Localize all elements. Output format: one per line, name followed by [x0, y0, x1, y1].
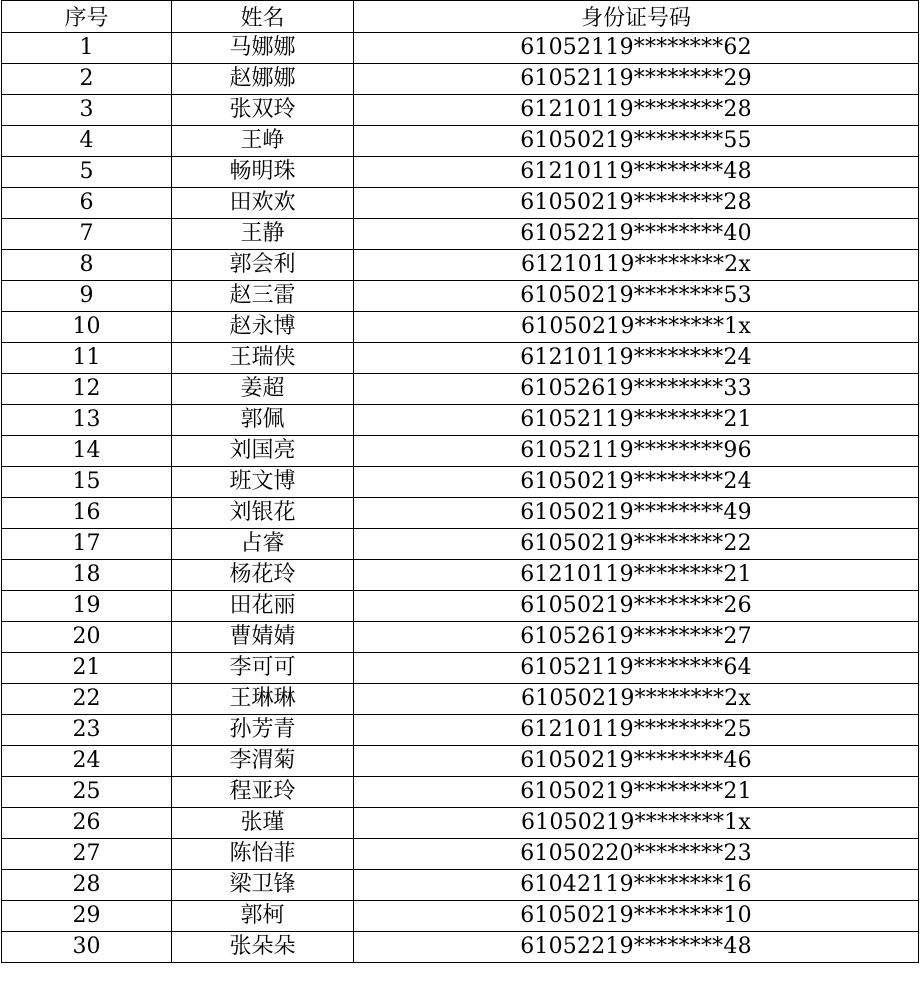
table-row — [2, 64, 919, 95]
id-number-cell: 61050220********23 — [354, 839, 919, 870]
name-cell: 畅明珠 — [172, 157, 354, 188]
header-row — [2, 1, 919, 33]
table-row — [2, 467, 919, 498]
table-row — [2, 684, 919, 715]
id-number-cell: 61042119********16 — [354, 870, 919, 901]
id-number-cell: 61210119********24 — [354, 343, 919, 374]
serial-number-cell: 4 — [2, 126, 172, 157]
id-number-cell: 61050219********2x — [354, 684, 919, 715]
id-number-cell: 61052219********40 — [354, 219, 919, 250]
id-number-cell: 61052619********33 — [354, 374, 919, 405]
table-body — [2, 33, 919, 963]
name-cell: 赵娜娜 — [172, 64, 354, 95]
table-header — [2, 1, 919, 33]
name-cell: 郭佩 — [172, 405, 354, 436]
name-cell: 李渭菊 — [172, 746, 354, 777]
name-cell: 姜超 — [172, 374, 354, 405]
name-cell: 李可可 — [172, 653, 354, 684]
serial-number-cell: 26 — [2, 808, 172, 839]
table-row — [2, 250, 919, 281]
serial-number-cell: 18 — [2, 560, 172, 591]
serial-number-cell: 10 — [2, 312, 172, 343]
serial-number-cell: 22 — [2, 684, 172, 715]
table-row — [2, 188, 919, 219]
table-row — [2, 777, 919, 808]
name-cell: 占睿 — [172, 529, 354, 560]
serial-number-cell: 20 — [2, 622, 172, 653]
id-number-cell: 61050219********10 — [354, 901, 919, 932]
table-row — [2, 715, 919, 746]
serial-number-cell: 21 — [2, 653, 172, 684]
name-cell: 郭会利 — [172, 250, 354, 281]
id-number-cell: 61050219********1x — [354, 312, 919, 343]
serial-number-cell: 27 — [2, 839, 172, 870]
id-number-cell: 61210119********48 — [354, 157, 919, 188]
table-row — [2, 436, 919, 467]
table-row — [2, 746, 919, 777]
name-cell: 赵三雷 — [172, 281, 354, 312]
name-cell: 刘国亮 — [172, 436, 354, 467]
serial-number-cell: 29 — [2, 901, 172, 932]
table-row — [2, 808, 919, 839]
id-number-cell: 61052119********64 — [354, 653, 919, 684]
name-cell: 曹婧婧 — [172, 622, 354, 653]
id-number-cell: 61050219********26 — [354, 591, 919, 622]
name-cell: 梁卫锋 — [172, 870, 354, 901]
header-id-number: 身份证号码 — [354, 1, 919, 33]
name-cell: 陈怡菲 — [172, 839, 354, 870]
table-row — [2, 529, 919, 560]
serial-number-cell: 11 — [2, 343, 172, 374]
id-number-cell: 61210119********21 — [354, 560, 919, 591]
id-number-cell: 61052619********27 — [354, 622, 919, 653]
table-row — [2, 932, 919, 963]
table-row — [2, 901, 919, 932]
serial-number-cell: 14 — [2, 436, 172, 467]
table-row — [2, 281, 919, 312]
name-cell: 张朵朵 — [172, 932, 354, 963]
name-cell: 王峥 — [172, 126, 354, 157]
id-number-cell: 61052119********62 — [354, 33, 919, 64]
id-number-cell: 61210119********25 — [354, 715, 919, 746]
name-cell: 王瑞侠 — [172, 343, 354, 374]
header-serial-number: 序号 — [2, 1, 172, 33]
serial-number-cell: 25 — [2, 777, 172, 808]
name-cell: 张双玲 — [172, 95, 354, 126]
id-number-cell: 61050219********28 — [354, 188, 919, 219]
header-name: 姓名 — [172, 1, 354, 33]
table-row — [2, 839, 919, 870]
name-cell: 田欢欢 — [172, 188, 354, 219]
serial-number-cell: 17 — [2, 529, 172, 560]
serial-number-cell: 30 — [2, 932, 172, 963]
serial-number-cell: 6 — [2, 188, 172, 219]
table-row — [2, 653, 919, 684]
serial-number-cell: 19 — [2, 591, 172, 622]
serial-number-cell: 5 — [2, 157, 172, 188]
serial-number-cell: 12 — [2, 374, 172, 405]
id-number-cell: 61052119********29 — [354, 64, 919, 95]
table-row — [2, 622, 919, 653]
id-number-cell: 61050219********55 — [354, 126, 919, 157]
serial-number-cell: 28 — [2, 870, 172, 901]
table-row — [2, 95, 919, 126]
id-number-cell: 61050219********46 — [354, 746, 919, 777]
serial-number-cell: 13 — [2, 405, 172, 436]
serial-number-cell: 24 — [2, 746, 172, 777]
serial-number-cell: 23 — [2, 715, 172, 746]
name-cell: 田花丽 — [172, 591, 354, 622]
table-row — [2, 870, 919, 901]
serial-number-cell: 9 — [2, 281, 172, 312]
serial-number-cell: 16 — [2, 498, 172, 529]
id-number-cell: 61050219********22 — [354, 529, 919, 560]
id-number-cell: 61050219********24 — [354, 467, 919, 498]
id-number-cell: 61050219********53 — [354, 281, 919, 312]
roster-table — [1, 0, 919, 963]
table-row — [2, 343, 919, 374]
table-row — [2, 33, 919, 64]
table-row — [2, 312, 919, 343]
table-row — [2, 498, 919, 529]
name-cell: 班文博 — [172, 467, 354, 498]
name-cell: 张瑾 — [172, 808, 354, 839]
table-row — [2, 405, 919, 436]
id-number-cell: 61052119********96 — [354, 436, 919, 467]
name-cell: 刘银花 — [172, 498, 354, 529]
serial-number-cell: 2 — [2, 64, 172, 95]
name-cell: 赵永博 — [172, 312, 354, 343]
name-cell: 孙芳青 — [172, 715, 354, 746]
serial-number-cell: 15 — [2, 467, 172, 498]
table-row — [2, 126, 919, 157]
table-row — [2, 219, 919, 250]
id-number-cell: 61050219********21 — [354, 777, 919, 808]
serial-number-cell: 8 — [2, 250, 172, 281]
serial-number-cell: 7 — [2, 219, 172, 250]
serial-number-cell: 3 — [2, 95, 172, 126]
table-row — [2, 591, 919, 622]
table-row — [2, 374, 919, 405]
name-cell: 杨花玲 — [172, 560, 354, 591]
id-number-cell: 61052219********48 — [354, 932, 919, 963]
table-row — [2, 157, 919, 188]
name-cell: 马娜娜 — [172, 33, 354, 64]
table-row — [2, 560, 919, 591]
id-number-cell: 61210119********2x — [354, 250, 919, 281]
id-number-cell: 61210119********28 — [354, 95, 919, 126]
id-number-cell: 61050219********49 — [354, 498, 919, 529]
name-cell: 王琳琳 — [172, 684, 354, 715]
id-number-cell: 61052119********21 — [354, 405, 919, 436]
serial-number-cell: 1 — [2, 33, 172, 64]
name-cell: 程亚玲 — [172, 777, 354, 808]
name-cell: 王静 — [172, 219, 354, 250]
name-cell: 郭柯 — [172, 901, 354, 932]
id-number-cell: 61050219********1x — [354, 808, 919, 839]
